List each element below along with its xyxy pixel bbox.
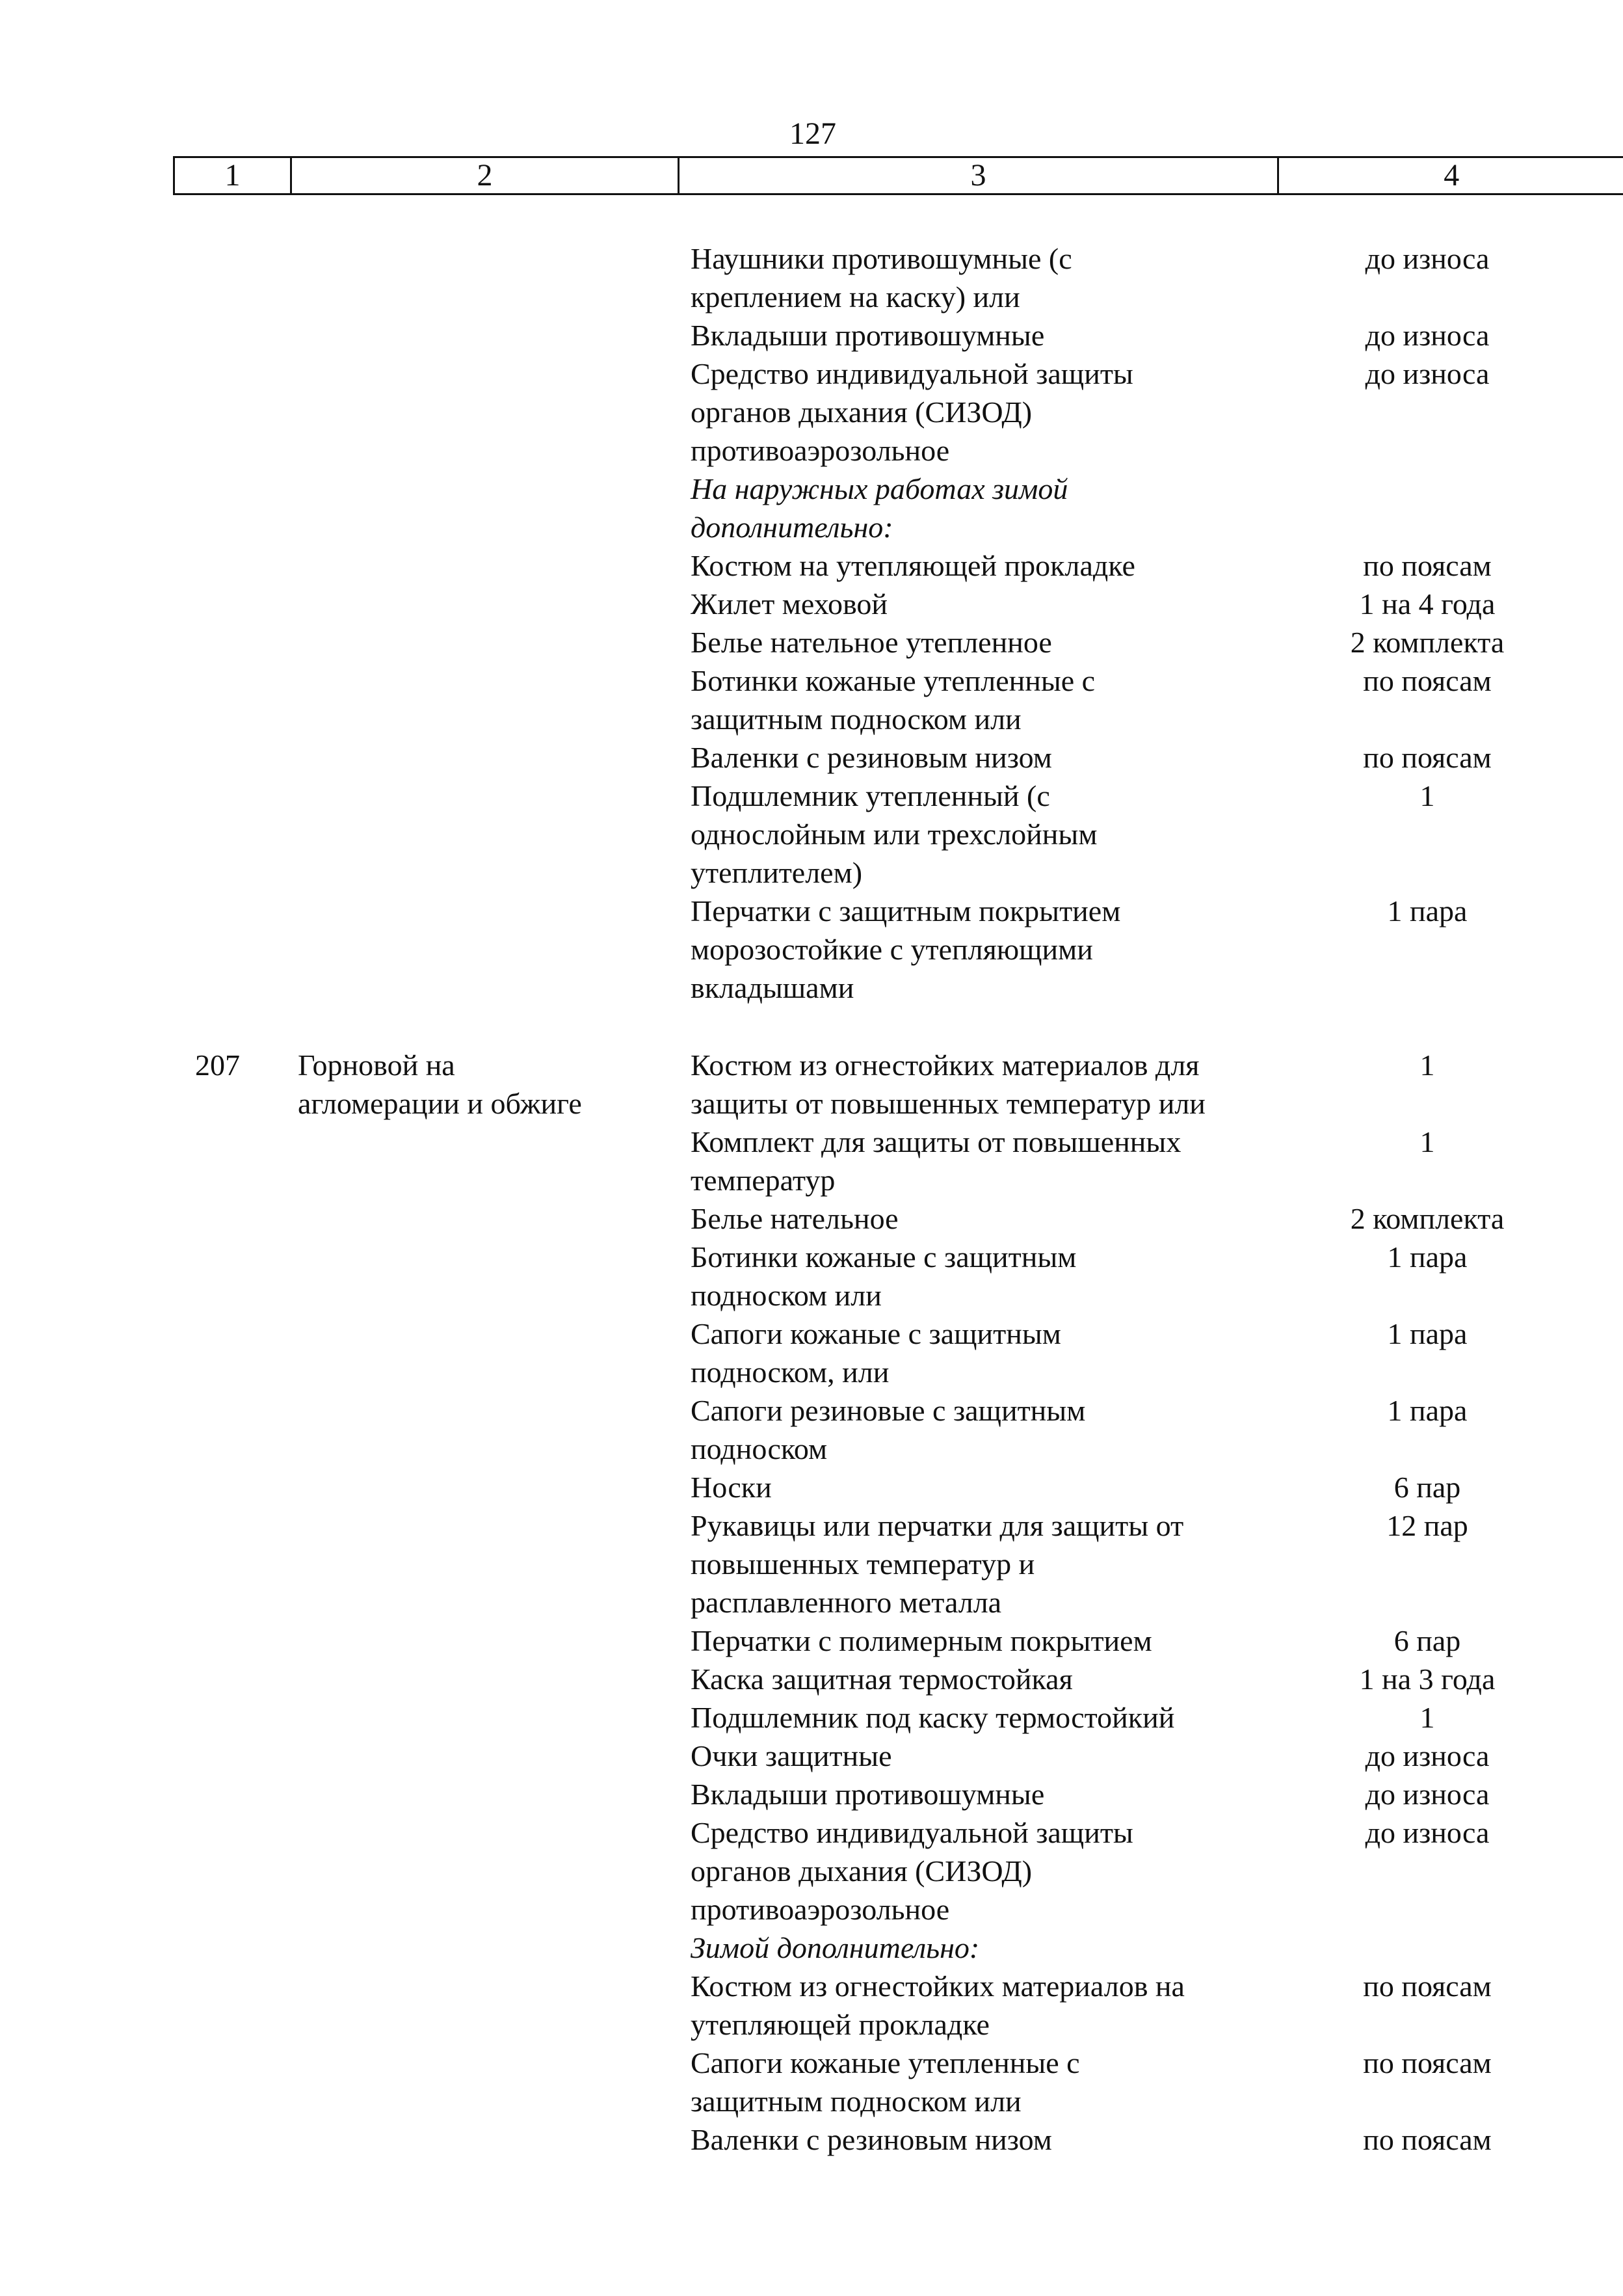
item-quantity: 1 bbox=[1419, 1701, 1435, 1734]
item-quantity: до износа bbox=[1365, 319, 1490, 352]
item-quantity: по поясам bbox=[1363, 549, 1492, 582]
page-number: 127 bbox=[789, 116, 836, 151]
item-quantity: 1 пара bbox=[1387, 1317, 1468, 1350]
item-name: Подшлемник утепленный (с однослойным или трехслойным утеплителем) bbox=[691, 779, 1098, 889]
position-name: Горновой на агломерации и обжиге bbox=[298, 1048, 582, 1120]
item-quantity: 2 комплекта bbox=[1350, 626, 1505, 659]
item-quantity: до износа bbox=[1365, 1778, 1490, 1811]
item-name: Сапоги кожаные утепленные с защитным подноском или bbox=[691, 2046, 1080, 2118]
item-name: Носки bbox=[691, 1471, 772, 1504]
item-name: Наушники противошумные (с креплением на каску) или bbox=[691, 242, 1072, 314]
row-number: 207 bbox=[195, 1048, 240, 1082]
item-name: Белье нательное утепленное bbox=[691, 626, 1052, 659]
item-quantity: по поясам bbox=[1363, 2123, 1492, 2156]
item-quantity: по поясам bbox=[1363, 1969, 1492, 2003]
item-name: Валенки с резиновым низом bbox=[691, 2123, 1052, 2156]
item-name: Комплект для защиты от повышенных температур bbox=[691, 1125, 1181, 1197]
item-quantity: 12 пар bbox=[1386, 1509, 1468, 1542]
item-name: Перчатки с полимерным покрытием bbox=[691, 1624, 1152, 1657]
item-name: Костюм на утепляющей прокладке bbox=[691, 549, 1135, 582]
item-name: Средство индивидуальной защиты органов дыхания (СИЗОД) противоаэрозольное bbox=[691, 357, 1133, 467]
item-quantity: 1 bbox=[1419, 1125, 1435, 1158]
item-name: Каска защитная термостойкая bbox=[691, 1662, 1073, 1696]
item-quantity: до износа bbox=[1365, 242, 1490, 275]
item-quantity: 2 комплекта bbox=[1350, 1202, 1505, 1235]
item-quantity: по поясам bbox=[1363, 2046, 1492, 2079]
column-header-2: 2 bbox=[291, 157, 679, 194]
item-quantity: 1 на 3 года bbox=[1359, 1662, 1496, 1696]
item-name: Валенки с резиновым низом bbox=[691, 741, 1052, 774]
item-name: Костюм из огнестойких материалов для защиты от повышенных температур или bbox=[691, 1048, 1206, 1120]
item-name: Ботинки кожаные с защитным подноском или bbox=[691, 1240, 1077, 1312]
item-quantity: по поясам bbox=[1363, 664, 1492, 697]
column-header-3: 3 bbox=[679, 157, 1278, 194]
item-quantity: 6 пар bbox=[1393, 1624, 1461, 1657]
section-note: На наружных работах зимой дополнительно: bbox=[691, 472, 1068, 544]
item-name: Сапоги резиновые с защитным подноском bbox=[691, 1394, 1086, 1465]
item-quantity: до износа bbox=[1365, 1816, 1490, 1849]
item-quantity: 1 bbox=[1419, 1048, 1435, 1082]
item-quantity: 1 на 4 года bbox=[1359, 587, 1496, 621]
item-quantity: 1 пара bbox=[1387, 894, 1468, 928]
item-quantity: 1 пара bbox=[1387, 1240, 1468, 1274]
item-quantity: по поясам bbox=[1363, 741, 1492, 774]
column-header-4: 4 bbox=[1278, 157, 1623, 194]
item-quantity: 1 bbox=[1419, 779, 1435, 812]
item-name: Очки защитные bbox=[691, 1739, 892, 1772]
item-quantity: 6 пар bbox=[1393, 1471, 1461, 1504]
item-name: Средство индивидуальной защиты органов дыхания (СИЗОД) противоаэрозольное bbox=[691, 1816, 1133, 1926]
column-header-1: 1 bbox=[174, 157, 291, 194]
item-name: Вкладыши противошумные bbox=[691, 1778, 1045, 1811]
item-name: Сапоги кожаные с защитным подноском, или bbox=[691, 1317, 1061, 1389]
item-quantity: до износа bbox=[1365, 357, 1490, 390]
column-header bbox=[173, 156, 1623, 195]
item-name: Жилет меховой bbox=[691, 587, 888, 621]
item-name: Перчатки с защитным покрытием морозостойкие с утепляющими вкладышами bbox=[691, 894, 1121, 1004]
item-name: Вкладыши противошумные bbox=[691, 319, 1045, 352]
item-name: Белье нательное bbox=[691, 1202, 899, 1235]
item-name: Подшлемник под каску термостойкий bbox=[691, 1701, 1175, 1734]
item-quantity: до износа bbox=[1365, 1739, 1490, 1772]
item-name: Костюм из огнестойких материалов на утепляющей прокладке bbox=[691, 1969, 1185, 2041]
item-name: Рукавицы или перчатки для защиты от повышенных температур и расплавленного металла bbox=[691, 1509, 1184, 1619]
item-name: Ботинки кожаные утепленные с защитным подноском или bbox=[691, 664, 1096, 736]
item-quantity: 1 пара bbox=[1387, 1394, 1468, 1427]
section-note: Зимой дополнительно: bbox=[691, 1931, 980, 1964]
